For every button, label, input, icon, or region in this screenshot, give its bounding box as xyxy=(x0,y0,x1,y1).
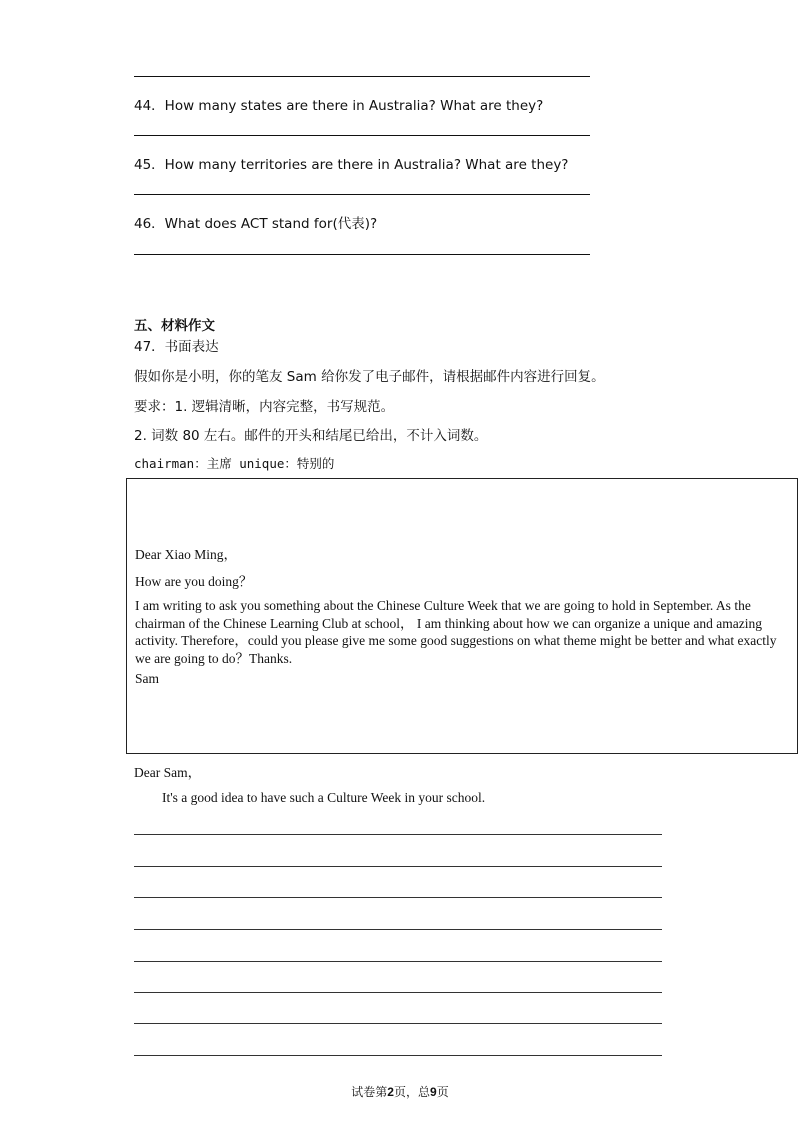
email-body: I am writing to ask you something about the Chinese Culture Week that we are going to hold in September. As the chairman of the Chinese Learning Club at school， I am thinking about how we can organize a unique and amazing activity. Therefore，could you please give me some good suggestions on what theme might be better and what exactly we are going to do？Thanks. xyxy=(135,598,777,666)
writing-line[interactable] xyxy=(134,961,662,962)
answer-line-44[interactable] xyxy=(134,135,590,136)
writing-line[interactable] xyxy=(134,897,662,898)
answer-line-43[interactable] xyxy=(134,76,590,77)
reply-first-line: It's a good idea to have such a Culture Week in your school. xyxy=(162,790,486,805)
page-footer xyxy=(0,1083,800,1100)
question-44: 44．How many states are there in Australia? What are they? xyxy=(134,98,544,114)
writing-line[interactable] xyxy=(134,866,662,867)
footer-prefix: 试卷第 xyxy=(351,1085,388,1099)
writing-line[interactable] xyxy=(134,929,662,930)
email-signature: Sam xyxy=(135,671,160,686)
reply-greeting: Dear Sam， xyxy=(134,765,202,780)
question-46: 46．What does ACT stand for(代表)? xyxy=(134,216,378,232)
instruction-text: 假如你是小明，你的笔友 Sam 给你发了电子邮件，请根据邮件内容进行回复。 xyxy=(134,369,605,385)
footer-total-pages: 9 xyxy=(430,1085,437,1099)
email-greeting: Dear Xiao Ming， xyxy=(135,547,237,562)
section-heading: 五、材料作文 xyxy=(134,318,215,334)
footer-page-number: 2 xyxy=(387,1085,394,1099)
email-box xyxy=(126,478,798,754)
question-45: 45．How many territories are there in Australia? What are they? xyxy=(134,157,569,173)
item-title: 47．书面表达 xyxy=(134,339,219,355)
email-opener: How are you doing？ xyxy=(135,574,253,589)
footer-mid: 页，总 xyxy=(393,1085,430,1099)
writing-line[interactable] xyxy=(134,992,662,993)
writing-line[interactable] xyxy=(134,1023,662,1024)
requirement-2: 2. 词数 80 左右。邮件的开头和结尾已给出，不计入词数。 xyxy=(134,428,488,444)
writing-line[interactable] xyxy=(134,834,662,835)
footer-suffix: 页 xyxy=(436,1085,449,1099)
answer-line-46[interactable] xyxy=(134,254,590,255)
writing-line[interactable] xyxy=(134,1055,662,1056)
answer-line-45[interactable] xyxy=(134,194,590,195)
vocabulary-note: chairman：主席 unique：特别的 xyxy=(134,456,335,471)
requirement-1: 要求：1. 逻辑清晰，内容完整，书写规范。 xyxy=(134,399,395,415)
